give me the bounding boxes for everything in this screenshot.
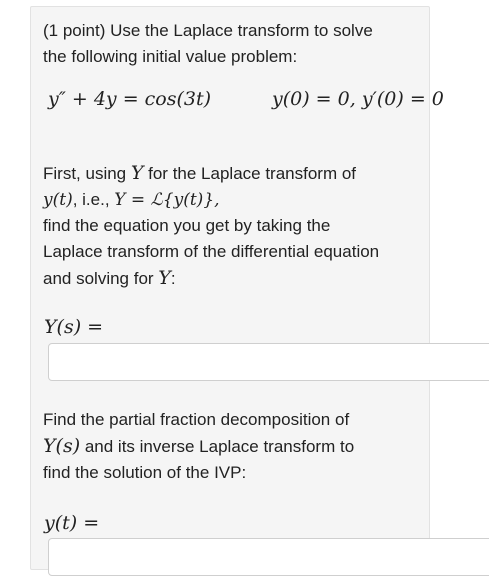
part1-line-1-prefix: First, using (43, 164, 131, 183)
part1-line-3: find the equation you get by taking the (43, 216, 331, 235)
part1-line-2-math-a: y(t) (43, 190, 73, 210)
intro-line-2: the following initial value problem: (43, 47, 298, 66)
part1-line-5-suffix: : (170, 269, 176, 288)
problem-intro (43, 18, 423, 70)
part2-line-1: Find the partial fraction decomposition of (43, 410, 350, 429)
yt-answer-label: y(t) = (44, 512, 100, 534)
part1-line-1-suffix: for the Laplace transform of (143, 164, 357, 183)
part1-line-5 (43, 265, 423, 292)
part1-line-2-math-b: Y = ℒ{y(t)}, (114, 190, 220, 210)
part2-line-2 (43, 433, 423, 460)
part1-line-1-math: Y (130, 162, 144, 184)
part1-line-5-prefix: and solving for (43, 269, 159, 288)
part1-instructions (43, 160, 423, 292)
differential-equation: y″ + 4y = cos(3t) (48, 88, 212, 110)
part2-line-2-suffix: and its inverse Laplace transform to (80, 437, 355, 456)
intro-line-1: (1 point) Use the Laplace transform to solve (43, 21, 373, 40)
part2-line-3: find the solution of the IVP: (43, 463, 247, 482)
part2-instructions (43, 407, 423, 486)
ys-answer-label: Y(s) = (44, 316, 104, 338)
yt-answer-input[interactable] (48, 538, 489, 576)
part1-line-2-text: , i.e., (72, 190, 115, 209)
ys-answer-input[interactable] (48, 343, 489, 381)
part1-line-2 (43, 187, 423, 213)
part1-line-1 (43, 160, 423, 187)
part2-line-2-math: Y(s) (43, 435, 81, 457)
part1-line-4: Laplace transform of the differential equation (43, 242, 380, 261)
initial-conditions: y(0) = 0, y′(0) = 0 (272, 88, 444, 110)
part1-line-5-math: Y (158, 267, 171, 289)
